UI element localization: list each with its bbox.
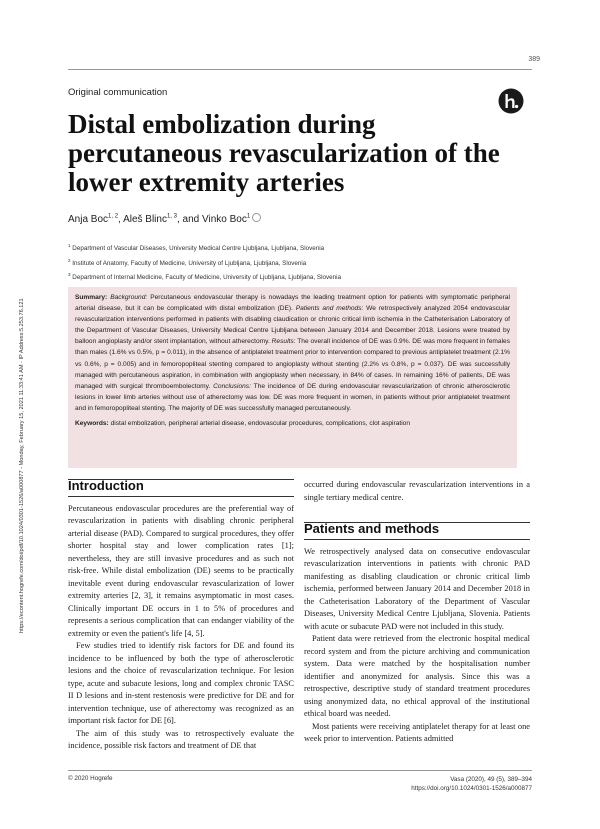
paragraph: Most patients were receiving antiplatelet therapy for at least one week prior to intervention. Patients admitted [304, 721, 530, 743]
author-affiliation-marker: 1 [246, 213, 251, 220]
author-list [68, 213, 261, 225]
author-name: Vinko Boc [202, 214, 247, 225]
author-separator: , and [176, 214, 203, 225]
paragraph: Patient data were retrieved from the electronic hospital medical record system and from the picture archiving and communication system. Data were matched by the hospitalisation number identifier and anonymized for analysis. Since this was a retrospective, descriptive study of standard treatment procedures using anonymized data, no ethical approval of the institutional ethical board was needed. [304, 634, 530, 718]
introduction-heading: Introduction [68, 480, 294, 497]
summary-results: The overall incidence of DE was 0.9%. DE was more frequent in females than males (1.6% vs 0.5%, p = 0.011), in the absence of antiplatelet treatment prior to intervention compared to previous antiplatelet treatment (2.1% vs 0.6%, p = 0.005) and in femoropopliteal stenting compared to angioplasty without stenting (2.2% vs 0.8%, p = 0.037). DE was successfully managed with percutaneous aspiration, in combination with angioplasty when necessary, in 84% of cases. In remaining 16% of patients, DE was managed with surgical thromboembolectomy. [75, 338, 510, 390]
summary-label: Summary: [75, 294, 108, 301]
left-column [68, 479, 294, 753]
keywords-text: distal embolization, peripheral arterial disease, endovascular procedures, complications, clot aspiration [110, 420, 411, 428]
author-name: Anja Boc [68, 214, 109, 225]
summary-patients-label: Patients and methods: [295, 305, 364, 313]
affiliation-text: Department of Vascular Diseases, University Medical Centre Ljubljana, Ljubljana, Slovenia [72, 245, 325, 253]
header-rule [68, 69, 532, 70]
download-stamp: https://econtent.hogrefe.com/doi/pdf/10.1024/0301-1526/a000877 - Monday, February 15, 2021 11:33:41 AM - IP Address:5.253.76.121 [19, 298, 25, 633]
affiliation-item [68, 255, 341, 270]
article-title: Distal embolization during percutaneous revascularization of the lower extremity arteries [68, 109, 500, 197]
affiliation-text: Department of Internal Medicine, Faculty of Medicine, University of Ljubljana, Ljubljana, Slovenia [72, 274, 342, 282]
summary-conclusions-label: Conclusions: [213, 382, 251, 390]
summary-background-label: Background: [110, 294, 148, 301]
paragraph: We retrospectively analysed data on consecutive endovascular revascularization interventions in patients with chronic PAD manifesting as disabling claudication or chronic critical limb ischemia, performed between January 2014 and December 2018 in the Catheterisation Laboratory of the Department of Vascular Diseases, University Medical Centre Ljubljana, Slovenia. Patients with acute or subacute PAD were not included in this study. [304, 546, 530, 631]
footer-rule [68, 770, 532, 771]
doi-link[interactable]: https://doi.org/10.1024/0301-1526/a000877 [411, 785, 532, 792]
affiliation-item [68, 240, 341, 255]
paragraph: occurred during endovascular revascularization interventions in a single tertiary medical centre. [304, 480, 530, 502]
keywords-label: Keywords: [75, 420, 109, 428]
keywords [75, 418, 510, 429]
author-affiliation-marker: 1, 2 [108, 213, 119, 220]
paragraph: Few studies tried to identify risk factors for DE and found its incidence to be influenced by both the type of atherosclerotic lesions and the choice of revascularization technique. For lesion type, acute and subacute lesions, long and complex chronic TASC II D lesions and in-stent restenosis were predictive for DE and for intervention technique, use of atherectomy was recognized as an important risk factor for DE [6]. [68, 641, 294, 725]
paragraph: Percutaneous endovascular procedures are the preferential way of revascularization in patients with disabling chronic peripheral arterial disease (PAD). Compared to surgical procedures, they offer shorter hospital stay and lower complication rates [1]; nevertheless, they are still invasive procedures and as such not risk-free. While distal embolization (DE) seems to be practically inevitable event during endovascular revascularization of lower extremity arteries [2, 3], it remains asymptomatic in most cases. Clinically important DE occurs in 1 to 5% of procedures and represents a serious complication that can endanger viability of the extremity or even the patient's life [4, 5]. [68, 503, 294, 638]
section-label: Original communication [68, 87, 168, 98]
affiliation-text: Institute of Anatomy, Faculty of Medicine, University of Ljubljana, Ljubljana, Slovenia [72, 259, 307, 267]
journal-citation: Vasa (2020), 49 (5), 389–394 [450, 776, 532, 783]
author-affiliation-marker: 1, 3 [166, 213, 177, 220]
affiliation-item [68, 269, 341, 284]
affiliation-number: 2 [68, 257, 71, 263]
author-separator: , [118, 214, 124, 225]
summary-conclusions: The incidence of DE during endovascular revascularization of chronic atherosclerotic lesions in lower limb arteries without use of atherectomy was low. DE was more frequent in women, in patients without prior antiplatelet treatment and in femoropopliteal stenting. The majority of DE was successfully managed percutaneously. [75, 382, 510, 412]
page-number: 389 [528, 56, 540, 63]
summary-background: Percutaneous endovascular therapy is nowadays the leading treatment option for patients with symptomatic peripheral arterial disease, but it can be complicated with distal embolization (DE). [75, 294, 510, 313]
summary-box [68, 287, 517, 468]
patients-methods-heading: Patients and methods [304, 523, 530, 540]
right-column [304, 479, 530, 746]
affiliation-number: 1 [68, 243, 71, 248]
summary-patients: We retrospectively analyzed 2054 endovascular revascularization interventions performed in patients with disabling claudication or chronic critical limb ischemia in the Catheterisation Laboratory of the Department of Vascular Diseases, University Medical Centre Ljubljana between January 2014 and December 2018. Lesions were treated by balloon angioplasty and/or stent implantation, without atherectomy. [75, 305, 510, 346]
author-name: Aleš Blinc [123, 214, 167, 225]
orcid-icon[interactable] [252, 213, 261, 222]
affiliation-number: 3 [68, 272, 71, 278]
copyright: © 2020 Hogrefe [68, 775, 113, 782]
summary-results-label: Results: [271, 338, 296, 346]
paragraph: The aim of this study was to retrospectively evaluate the incidence, possible risk factors and treatment of DE that [68, 728, 294, 750]
summary-text [75, 292, 510, 414]
footer-citation [411, 775, 532, 793]
affiliation-list [68, 240, 341, 284]
